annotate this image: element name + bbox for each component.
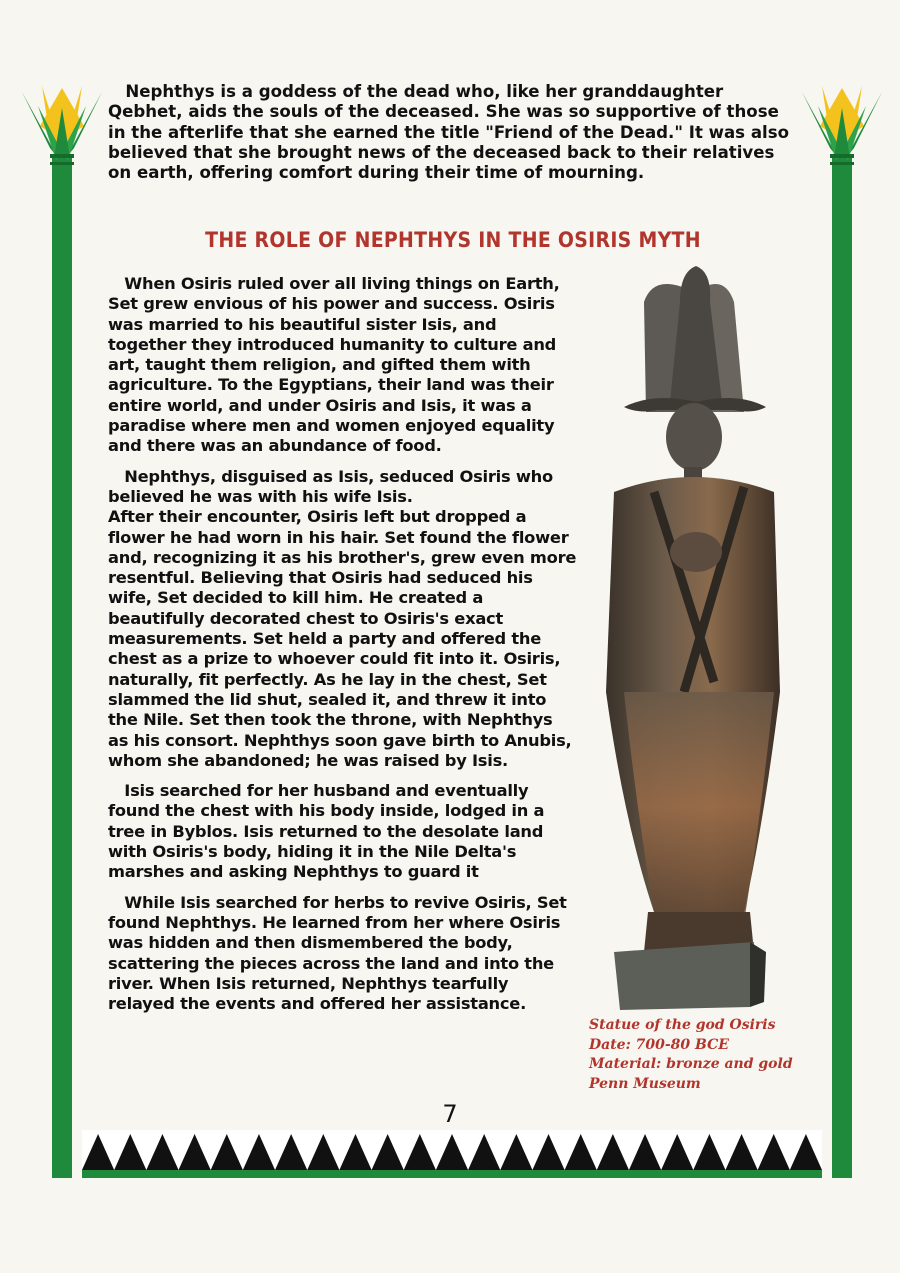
paragraph-chest: After their encounter, Osiris left but dropped a flower he had worn in his hair. Set found the flower and, recognizing it as his brother's, grew even more resentful. Believing that Osiris had seduced his wife, Set decided to kill him. He created a beautifully decorated chest to Osiris's exact measurements. Set held a party and offered the chest as a prize to whoever could fit into it. Osiris, naturally, fit perfectly. As he lay in the chest, Set slammed the lid shut, sealed it, and threw it into the Nile. Set then took the throne, with Nephthys as his consort. Nephthys soon gave birth to Anubis, whom she abandoned; he was raised by Isis. <box>108 507 577 770</box>
statue-caption <box>589 1016 819 1094</box>
article-body <box>108 274 578 1024</box>
paragraph-disguise: Nephthys, disguised as Isis, seduced Osiris who believed he was with his wife Isis. <box>108 466 553 506</box>
intro-paragraph: Nephthys is a goddess of the dead who, like her granddaughter Qebhet, aids the souls of the deceased. She was so supportive of those in the afterlife that she earned the title "Friend of the Dead." It was also believed that she brought news of the deceased back to their relatives on earth, offering comfort during their time of mourning. <box>108 82 789 183</box>
left-papyrus-column-icon <box>20 78 104 1188</box>
osiris-statue-image <box>584 262 794 1014</box>
page-number: 7 <box>442 1100 458 1128</box>
paragraph-search: Isis searched for her husband and eventually found the chest with his body inside, lodged in a tree in Byblos. Isis returned to the desolate land with Osiris's body, hiding it in the Nile Delta's marshes and asking Nephthys to guard it <box>108 781 545 882</box>
section-heading: THE ROLE OF NEPHTHYS IN THE OSIRIS MYTH <box>205 228 701 252</box>
caption-date: Date: 700-80 BCE <box>589 1036 729 1053</box>
caption-material: Material: bronze and gold <box>589 1056 793 1072</box>
paragraph-osiris-rule: When Osiris ruled over all living things on Earth, Set grew envious of his power and success. Osiris was married to his beautiful sister Isis, and together they introduced humanity to culture and art, taught them religion, and gifted them with agriculture. To the Egyptians, their land was their entire world, and under Osiris and Isis, it was a paradise where men and women enjoyed equality and there was an abundance of food. <box>108 274 560 456</box>
caption-title: Statue of the god Osiris <box>589 1017 776 1033</box>
triangle-border <box>82 1130 822 1178</box>
caption-museum: Penn Museum <box>589 1075 701 1092</box>
paragraph-dismember: While Isis searched for herbs to revive Osiris, Set found Nephthys. He learned from her where Osiris was hidden and then dismembered the body, scattering the pieces across the land and into the river. When Isis returned, Nephthys tearfully relayed the events and offered her assistance. <box>108 892 567 1014</box>
